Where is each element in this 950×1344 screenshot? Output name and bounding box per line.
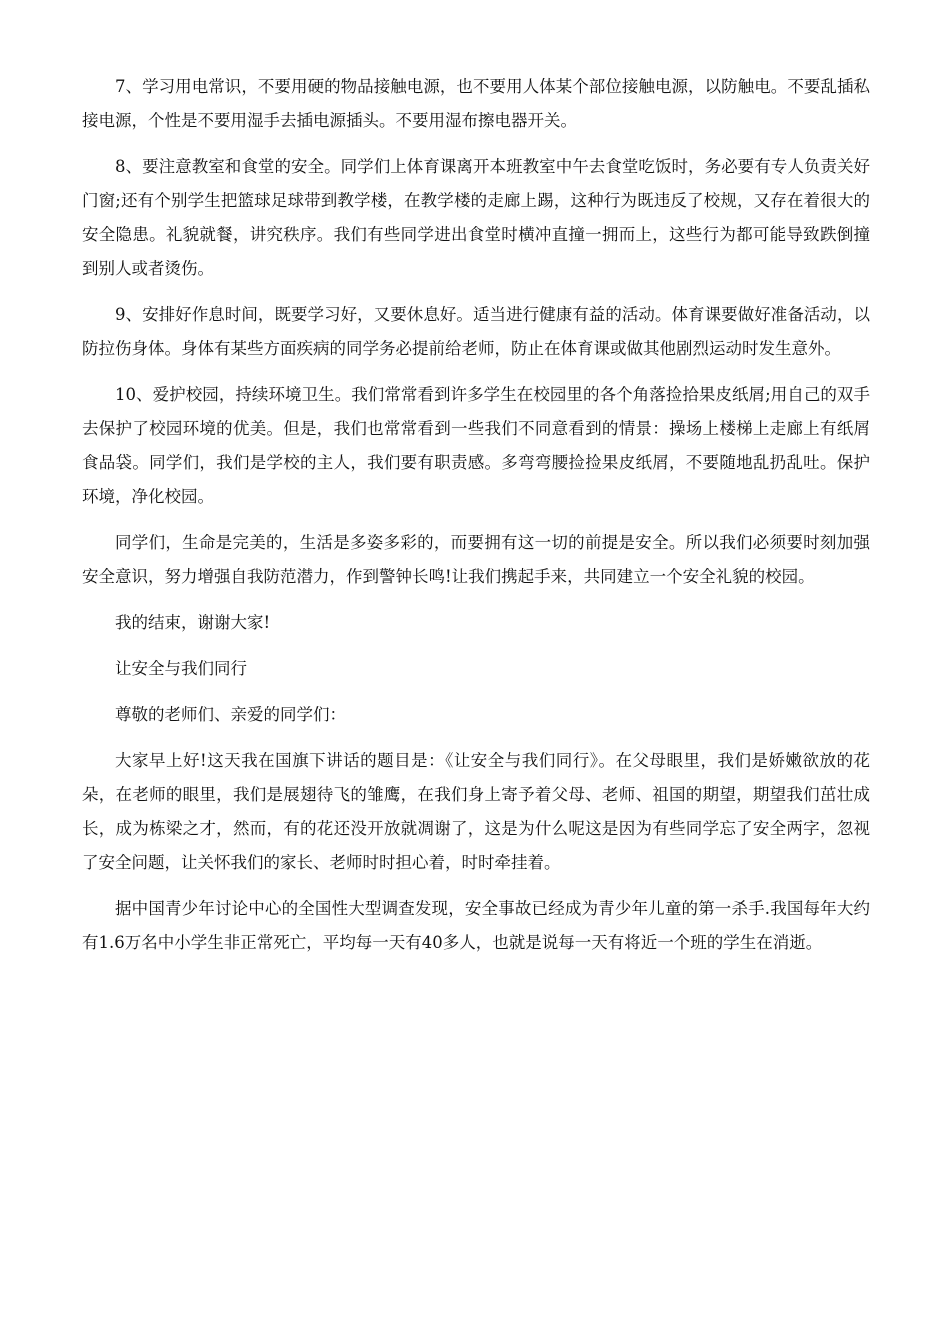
paragraph-9-rest-schedule: 9、安排好作息时间，既要学习好，又要休息好。适当进行健康有益的活动。体育课要做好准备活动，以防拉伤身体。身体有某些方面疾病的同学务必提前给老师，防止在体育课或做其他剧烈运动时发生意外。 (82, 305, 870, 358)
paragraph-10-campus-hygiene: 10、爱护校园，持续环境卫生。我们常常看到许多学生在校园里的各个角落捡拾果皮纸屑;用自己的双手去保护了校园环境的优美。但是，我们也常常看到一些我们不同意看到的情景：操场上楼梯上走廊上有纸屑食品袋。同学们，我们是学校的主人，我们要有职责感。多弯弯腰捡捡果皮纸屑，不要随地乱扔乱吐。保护环境，净化校园。 (82, 385, 870, 506)
speech-salutation: 尊敬的老师们、亲爱的同学们： (115, 705, 346, 724)
paragraph-7-electricity: 7、学习用电常识，不要用硬的物品接触电源，也不要用人体某个部位接触电源，以防触电。不要乱插私接电源，个性是不要用湿手去插电源插头。不要用湿布擦电器开关。 (82, 77, 870, 130)
paragraph-opening: 大家早上好!这天我在国旗下讲话的题目是：《让安全与我们同行》。在父母眼里，我们是娇嫩欲放的花朵，在老师的眼里，我们是展翅待飞的雏鹰，在我们身上寄予着父母、老师、祖国的期望，期望我们茁壮成长，成为栋梁之才，然而，有的花还没开放就凋谢了，这是为什么呢这是因为有些同学忘了安全两字，忽视了安全问题，让关怀我们的家长、老师时时担心着，时时牵挂着。 (82, 751, 870, 872)
paragraph-closing: 我的结束，谢谢大家! (115, 613, 271, 632)
speech-title: 让安全与我们同行 (115, 659, 247, 678)
paragraph-8-classroom-canteen: 8、要注意教室和食堂的安全。同学们上体育课离开本班教室中午去食堂吃饭时，务必要有专人负责关好门窗;还有个别学生把篮球足球带到教学楼，在教学楼的走廊上踢，这种行为既违反了校规，又存在着很大的安全隐患。礼貌就餐，讲究秩序。我们有些同学进出食堂时横冲直撞一拥而上，这些行为都可能导致跌倒撞到别人或者烫伤。 (82, 157, 870, 278)
paragraph-conclusion: 同学们，生命是完美的，生活是多姿多彩的，而要拥有这一切的前提是安全。所以我们必须要时刻加强安全意识，努力增强自我防范潜力，作到警钟长鸣!让我们携起手来，共同建立一个安全礼貌的校园。 (82, 533, 870, 586)
document-page (82, 70, 870, 972)
paragraph-survey: 据中国青少年讨论中心的全国性大型调查发现，安全事故已经成为青少年儿童的第一杀手.我国每年大约有1.6万名中小学生非正常死亡，平均每一天有40多人，也就是说每一天有将近一个班的学生在消逝。 (82, 899, 870, 952)
